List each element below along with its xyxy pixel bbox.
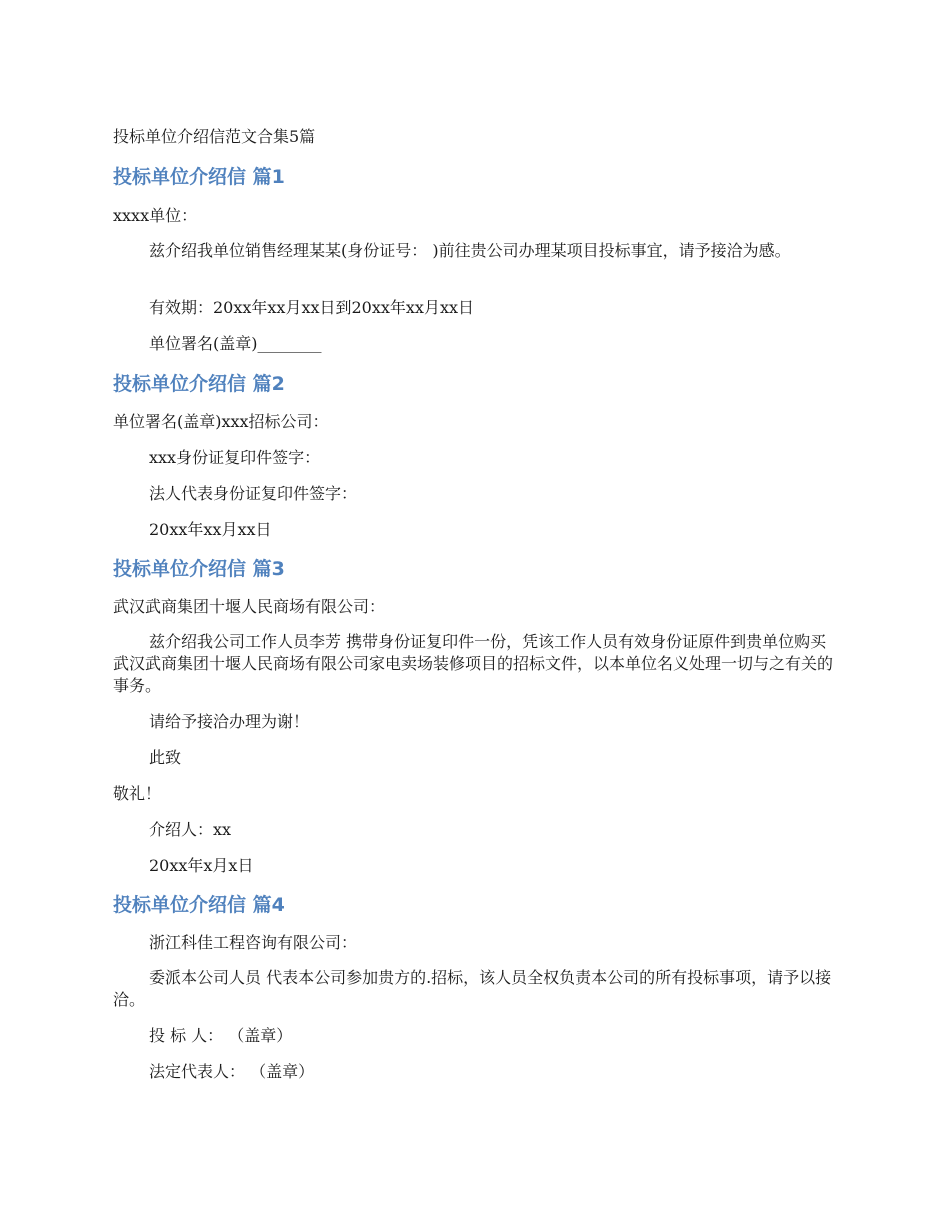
salutation: 单位署名(盖章)xxx招标公司： [113, 412, 329, 431]
validity-line: 有效期：20xx年xx月xx日到20xx年xx月xx日 [149, 298, 475, 317]
section-heading-3: 投标单位介绍信 篇3 [113, 558, 285, 580]
section-heading-4: 投标单位介绍信 篇4 [113, 894, 285, 916]
body-line: 请给予接洽办理为谢！ [149, 712, 310, 731]
date-line: 20xx年x月x日 [149, 856, 254, 875]
body-paragraph: 兹介绍我单位销售经理某某(身份证号： )前往贵公司办理某项目投标事宜，请予接洽为感。 [149, 241, 791, 260]
introducer-line: 介绍人：xx [149, 820, 232, 839]
body-line: xxx身份证复印件签字： [149, 448, 321, 467]
salutation: 武汉武商集团十堰人民商场有限公司： [113, 597, 386, 616]
body-line: 法人代表身份证复印件签字： [149, 484, 358, 503]
bidder-line: 投 标 人： （盖章） [149, 1026, 293, 1045]
body-paragraph: 兹介绍我公司工作人员李芳 携带身份证复印件一份，凭该工作人员有效身份证原件到贵单位购买武汉武商集团十堰人民商场有限公司家电卖场装修项目的招标文件，以本单位名义处理一切与之有关的事务。 [113, 632, 834, 695]
date-line: 20xx年xx月xx日 [149, 520, 272, 539]
signature-line: 单位署名(盖章)________ [149, 334, 322, 353]
document-title: 投标单位介绍信范文合集5篇 [113, 127, 316, 146]
closing-salute: 敬礼！ [113, 784, 162, 803]
body-paragraph: 委派本公司人员 代表本公司参加贵方的.招标，该人员全权负责本公司的所有投标事项，请予以接洽。 [113, 968, 832, 1009]
salutation: 浙江科佳工程咨询有限公司： [149, 933, 358, 952]
legal-rep-line: 法定代表人： （盖章） [149, 1062, 315, 1081]
salutation: xxxx单位： [113, 206, 198, 225]
section-heading-2: 投标单位介绍信 篇2 [113, 373, 285, 395]
closing-line: 此致 [149, 748, 182, 767]
section-heading-1: 投标单位介绍信 篇1 [113, 166, 285, 188]
